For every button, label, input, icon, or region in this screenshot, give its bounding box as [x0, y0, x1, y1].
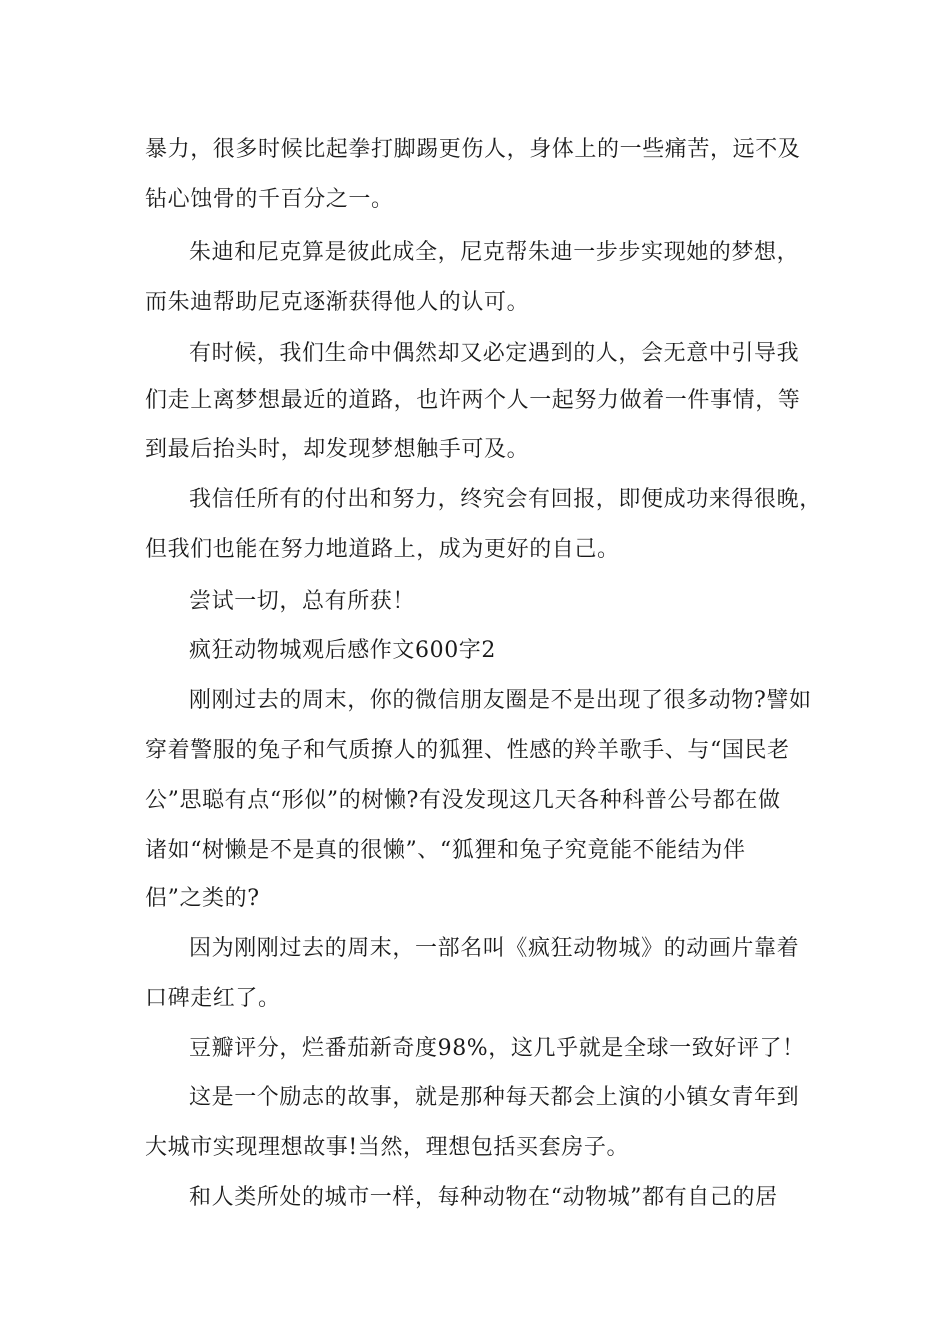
text-line: 暴力，很多时候比起拳打脚踢更伤人，身体上的一些痛苦，远不及 [145, 137, 801, 162]
text-line: 有时候，我们生命中偶然却又必定遇到的人，会无意中引导我 [189, 341, 800, 366]
text-line: 钻心蚀骨的千百分之一。 [145, 187, 394, 212]
text-line: 侣”之类的? [145, 886, 260, 911]
text-line: 尝试一切，总有所获！ [189, 589, 416, 614]
text-line: 们走上离梦想最近的道路，也许两个人一起努力做着一件事情，等 [145, 388, 801, 413]
text-line: 到最后抬头时，却发现梦想触手可及。 [145, 437, 530, 462]
text-line: 口碑走红了。 [145, 986, 281, 1011]
text-line: 大城市实现理想故事!当然，理想包括买套房子。 [145, 1135, 630, 1160]
text-line: 但我们也能在努力地道路上，成为更好的自己。 [145, 537, 620, 562]
text-line: 这是一个励志的故事，就是那种每天都会上演的小镇女青年到 [189, 1085, 800, 1110]
text-line: 公”思聪有点“形似”的树懒?有没发现这几天各种科普公号都在做 [145, 788, 781, 813]
text-line: 朱迪和尼克算是彼此成全，尼克帮朱迪一步步实现她的梦想， [189, 240, 800, 265]
text-line: 豆瓣评分，烂番茄新奇度98%，这几乎就是全球一致好评了！ [189, 1036, 805, 1061]
text-line: 而朱迪帮助尼克逐渐获得他人的认可。 [145, 290, 530, 315]
text-line: 和人类所处的城市一样，每种动物在“动物城”都有自己的居 [189, 1185, 778, 1210]
section-heading: 疯狂动物城观后感作文600字2 [189, 638, 496, 663]
text-line: 刚刚过去的周末，你的微信朋友圈是不是出现了很多动物?譬如 [189, 688, 812, 713]
text-line: 因为刚刚过去的周末，一部名叫《疯狂动物城》的动画片靠着 [189, 936, 800, 961]
text-line: 诸如“树懒是不是真的很懒”、“狐狸和兔子究竟能不能结为伴 [145, 838, 746, 863]
text-line: 穿着警服的兔子和气质撩人的狐狸、性感的羚羊歌手、与“国民老 [145, 738, 790, 763]
text-line: 我信任所有的付出和努力，终究会有回报，即便成功来得很晚， [189, 487, 822, 512]
